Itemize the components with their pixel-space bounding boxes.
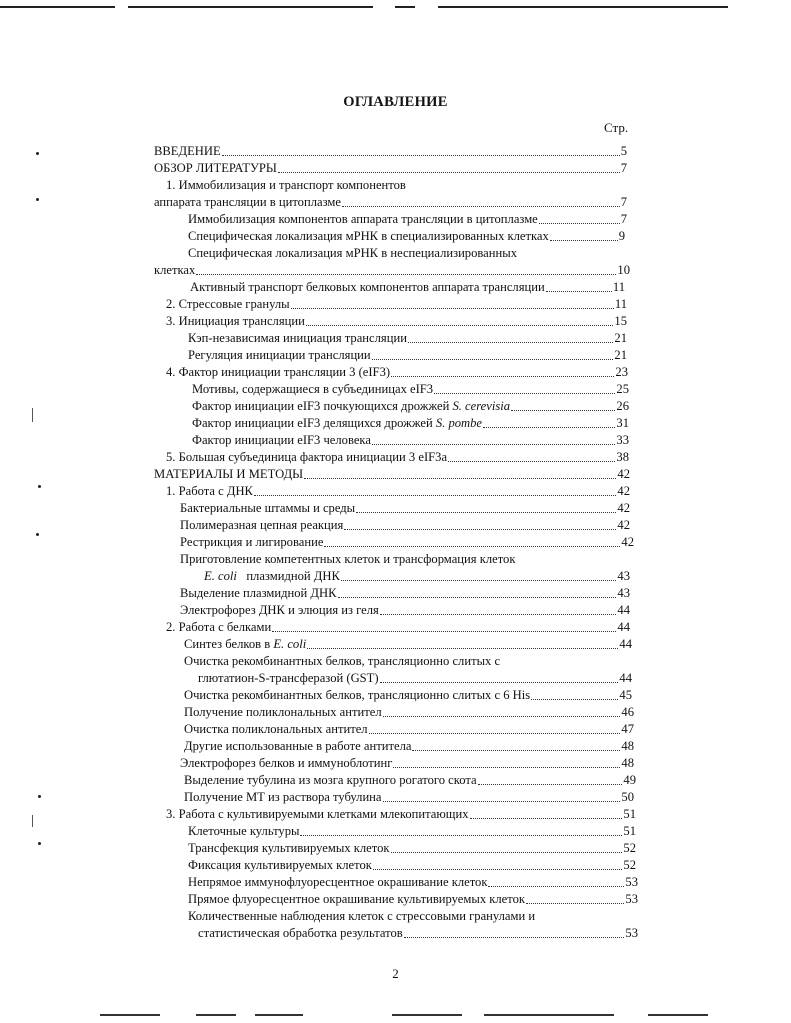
scan-speck — [36, 533, 39, 536]
toc-entry[interactable]: Мотивы, содержащиеся в субъединицах eIF3 25 — [192, 382, 629, 396]
toc-entry[interactable]: 5. Большая субъединица фактора инициации 3 eIF3a 38 — [166, 450, 629, 464]
toc-entry[interactable]: Получение МТ из раствора тубулина 50 — [184, 790, 634, 804]
toc-entry[interactable]: аппарата трансляции в цитоплазме 7 — [154, 195, 627, 209]
top-scan-rule — [0, 6, 791, 9]
toc-entry[interactable]: Синтез белков в E. coli 44 — [184, 637, 632, 651]
toc-entry[interactable]: Получение поликлональных антител 46 — [184, 705, 634, 719]
toc-entry[interactable]: клетках 10 — [154, 263, 630, 277]
toc-entry-line: 1. Иммобилизация и транспорт компонентов — [166, 178, 406, 192]
toc-entry-line: Количественные наблюдения клеток с стрессовыми гранулами и — [188, 909, 536, 923]
toc-entry[interactable]: Активный транспорт белковых компонентов аппарата трансляции 11 — [190, 280, 625, 294]
toc-entry[interactable]: Электрофорез ДНК и элюция из геля 44 — [180, 603, 630, 617]
toc-entry[interactable]: Другие использованные в работе антитела 48 — [184, 739, 634, 753]
toc-entry[interactable]: Очистка рекомбинантных белков, трансляционно слитых с 6 His 45 — [184, 688, 632, 702]
scan-mark — [32, 408, 33, 422]
toc-entry[interactable]: Непрямое иммунофлуоресцентное окрашивание клеток 53 — [188, 875, 638, 889]
toc-entry[interactable]: 4. Фактор инициации трансляции 3 (eIF3) 23 — [166, 365, 628, 379]
toc-entry[interactable]: ОБЗОР ЛИТЕРАТУРЫ 7 — [154, 161, 627, 175]
toc-entry[interactable]: статистическая обработка результатов 53 — [198, 926, 638, 940]
scan-speck — [36, 152, 39, 155]
toc-entry-line: Специфическая локализация мРНК в неспециализированных — [188, 246, 518, 260]
toc-entry[interactable]: 3. Работа с культивируемыми клетками млекопитающих 51 — [166, 807, 636, 821]
toc-entry[interactable]: 2. Работа с белками 44 — [166, 620, 630, 634]
toc-entry[interactable]: Фактор инициации eIF3 почкующихся дрожжей S. cerevisia 26 — [192, 399, 629, 413]
toc-entry[interactable]: Выделение тубулина из мозга крупного рогатого скота 49 — [184, 773, 636, 787]
toc-entry[interactable]: Кэп-независимая инициация трансляции 21 — [188, 331, 627, 345]
toc-entry[interactable]: ВВЕДЕНИЕ 5 — [154, 144, 627, 158]
toc-entry[interactable]: Клеточные культуры 51 — [188, 824, 636, 838]
toc-entry[interactable]: Бактериальные штаммы и среды 42 — [180, 501, 630, 515]
toc-entry-line: Приготовление компетентных клеток и трансформация клеток — [180, 552, 516, 566]
toc-entry[interactable]: Очистка поликлональных антител 47 — [184, 722, 634, 736]
toc-entry[interactable]: Прямое флуоресцентное окрашивание культивируемых клеток 53 — [188, 892, 638, 906]
toc-entry[interactable]: Фактор инициации eIF3 делящихся дрожжей S. pombe 31 — [192, 416, 629, 430]
page-number: 2 — [392, 966, 399, 981]
toc-entry[interactable]: E. coli плазмидной ДНК 43 — [204, 569, 630, 583]
toc-entry[interactable]: Фиксация культивируемых клеток 52 — [188, 858, 636, 872]
toc-entry[interactable]: Специфическая локализация мРНК в специализированных клетках 9 — [188, 229, 625, 243]
page-column-label: Стр. — [604, 120, 629, 135]
scan-speck — [38, 795, 41, 798]
toc-entry[interactable]: глютатион-S-трансферазой (GST) 44 — [198, 671, 632, 685]
toc-entry-line: Очистка рекомбинантных белков, трансляционно слитых с — [184, 654, 501, 668]
toc-entry[interactable]: Полимеразная цепная реакция 42 — [180, 518, 630, 532]
toc-entry[interactable]: 2. Стрессовые гранулы 11 — [166, 297, 627, 311]
toc-entry[interactable]: Трансфекция культивируемых клеток 52 — [188, 841, 636, 855]
toc-entry[interactable]: Фактор инициации eIF3 человека 33 — [192, 433, 629, 447]
bottom-scan-rule — [0, 1014, 791, 1018]
scan-speck — [38, 485, 41, 488]
toc-entry[interactable]: Иммобилизация компонентов аппарата трансляции в цитоплазме 7 — [188, 212, 627, 226]
page-title: ОГЛАВЛЕНИЕ — [343, 94, 448, 110]
toc-entry[interactable]: Регуляция инициации трансляции 21 — [188, 348, 627, 362]
toc-entry[interactable]: 1. Работа с ДНК 42 — [166, 484, 630, 498]
scan-speck — [36, 198, 39, 201]
toc-entry[interactable]: Выделение плазмидной ДНК 43 — [180, 586, 630, 600]
scan-speck — [38, 842, 41, 845]
toc-entry[interactable]: МАТЕРИАЛЫ И МЕТОДЫ 42 — [154, 467, 630, 481]
scan-mark — [32, 815, 33, 827]
toc-entry[interactable]: Электрофорез белков и иммуноблотинг 48 — [180, 756, 634, 770]
toc-entry[interactable]: Рестрикция и лигирование 42 — [180, 535, 634, 549]
toc-entry[interactable]: 3. Инициация трансляции 15 — [166, 314, 627, 328]
